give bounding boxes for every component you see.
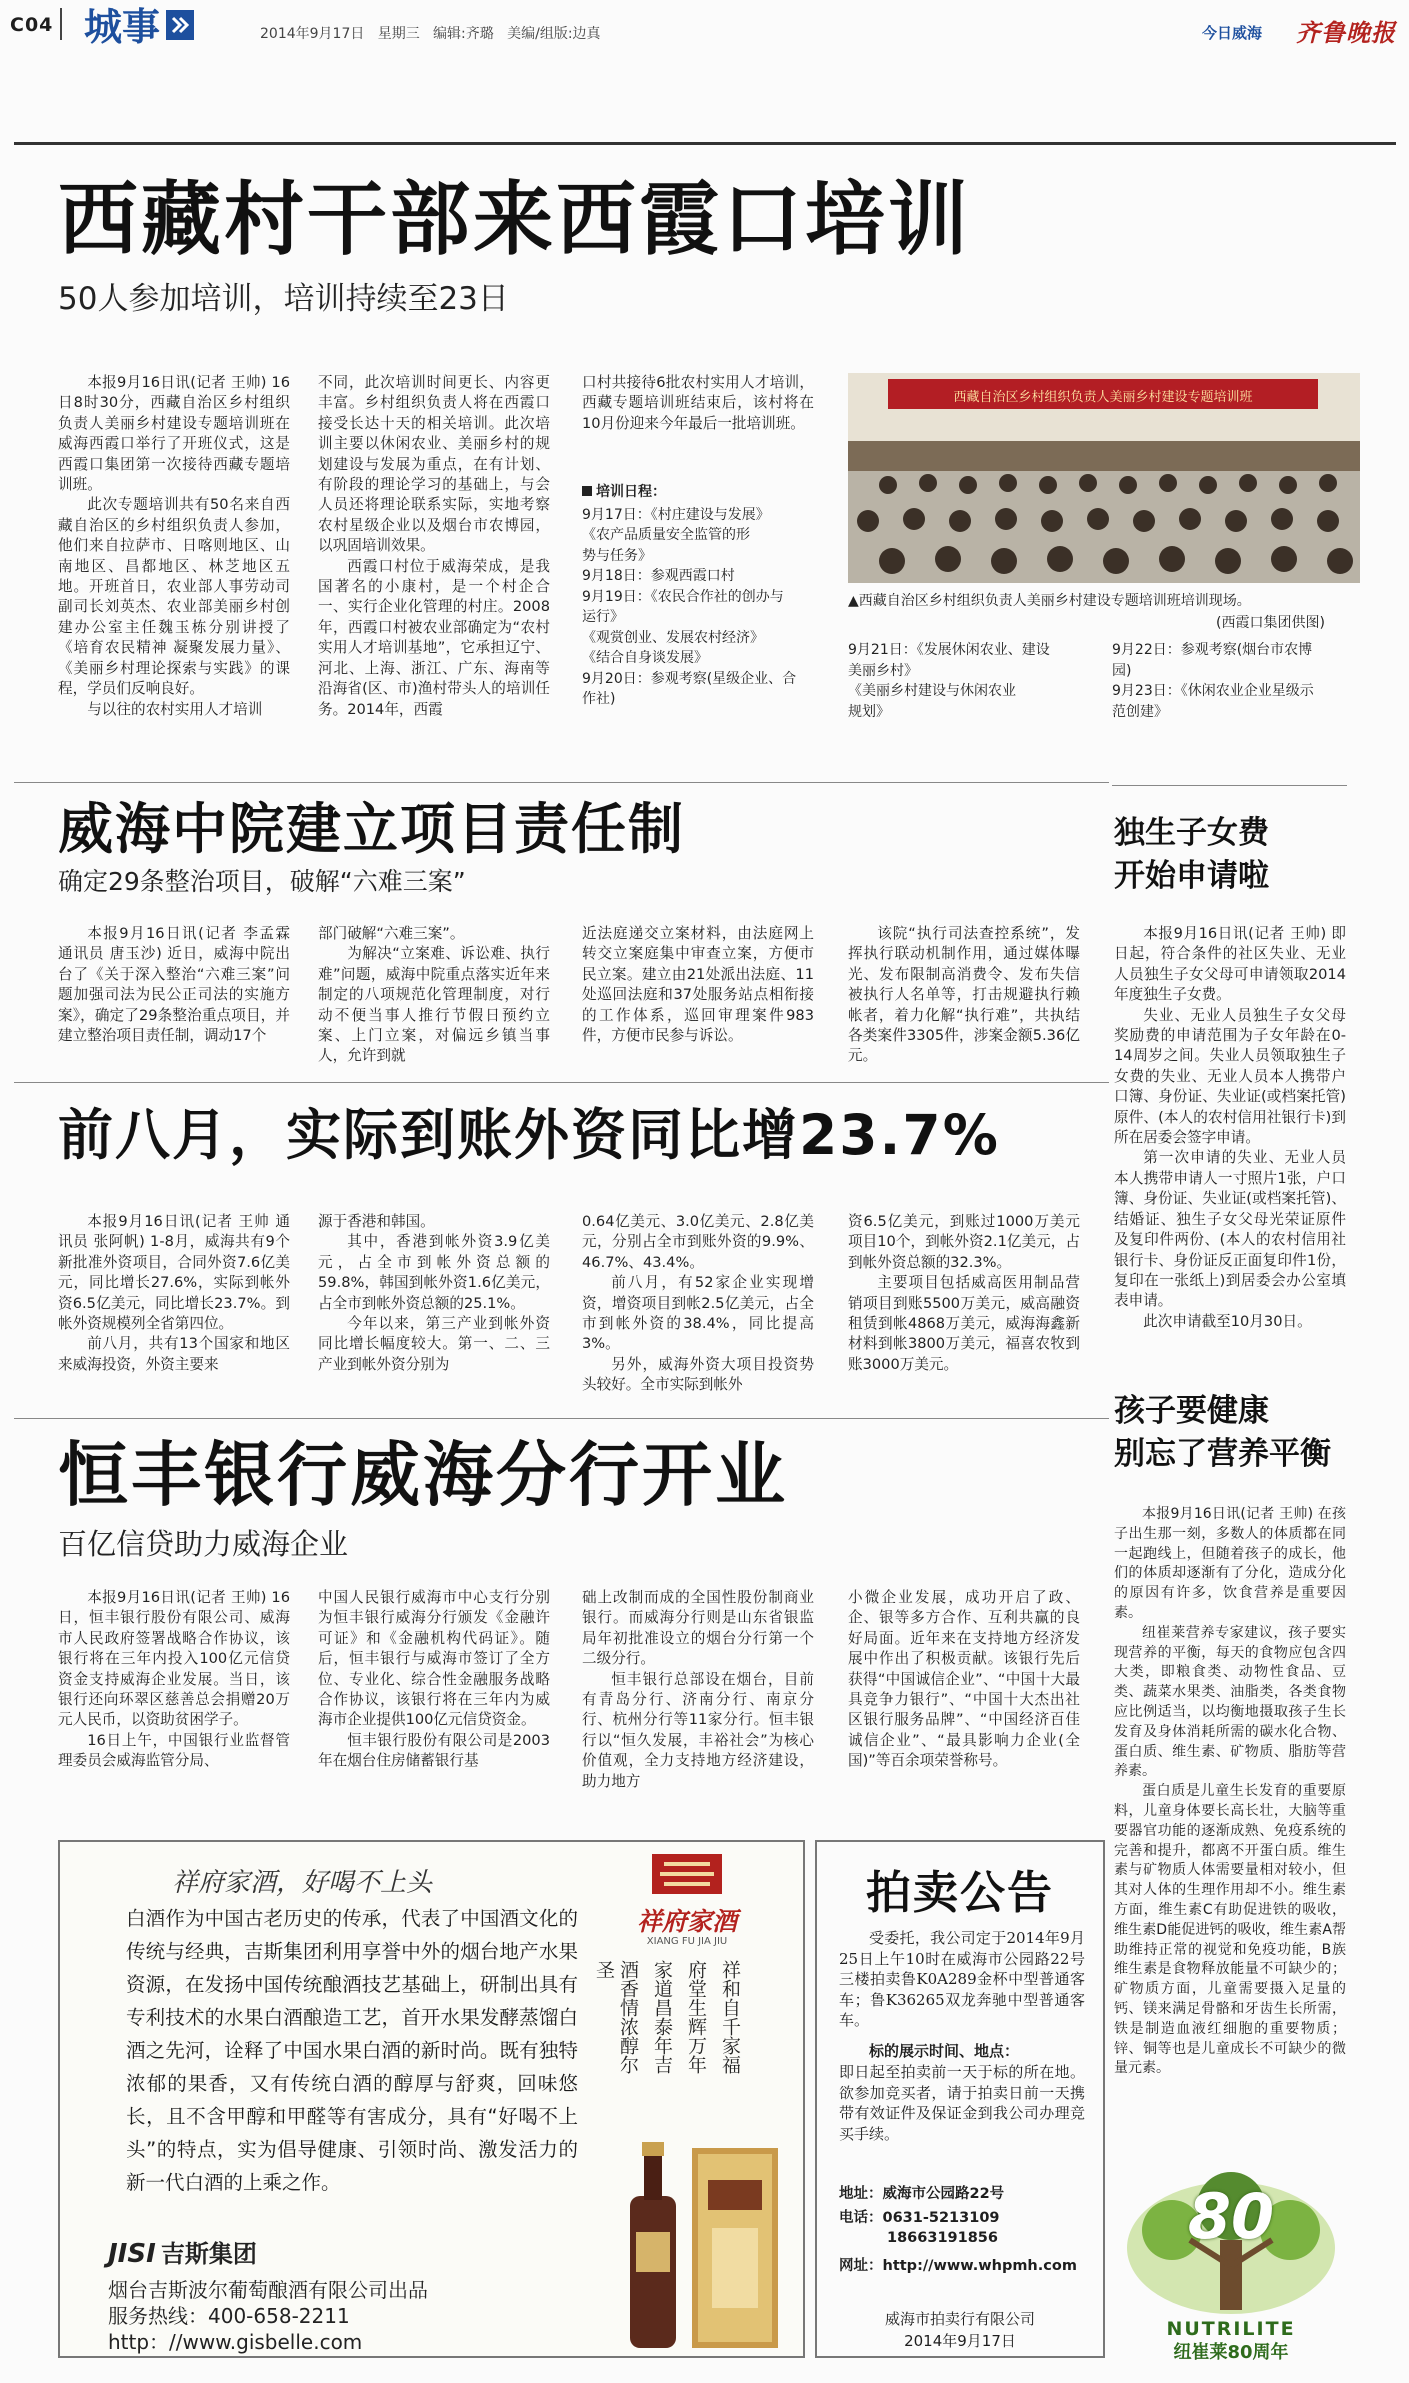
schedule-block: 培训日程： 9月17日：《村庄建设与发展》 《农产品质量安全监管的形 势与任务》 9月18日：参观西霞口村 9月19日：《农民合作社的创办与 运行》 《观赏创业、发展农村经济》 《结合自身谈发展》 9月20日：参观考察(星级企业、合 作社) [582,482,822,710]
brand-pinyin: XIANG FU JIA JIU [646,1936,728,1947]
subheadline: 50人参加培训，培训持续至23日 [58,281,509,317]
auction-body: 受委托，我公司定于2014年9月25日上午10时在威海市公园路22号三楼拍卖鲁K0A289金杯中型普通客车；鲁K36265双龙奔驰中型普通客车。 [839,1929,1085,2029]
side-headline: 独生子女费 开始申请啦 [1114,815,1269,894]
liquor-ad [58,1840,805,2358]
auction-title: 拍卖公告 [865,1866,1054,1919]
article-column: 本报9月16日讯(记者 王帅 通讯员 张阿帆) 1-8月，威海共有9个新批准外资项目，合同外资7.6亿美元，同比增长27.6%，实际到帐外资6.5亿美元，同比增长23.7%。到帐外资规模列全省第四位。 前八月，共有13个国家和地区来威海投资，外资主要来 [58,1213,290,1373]
headline: 恒丰银行威海分行开业 [58,1434,788,1516]
article-column: 资6.5亿美元，到账过1000万美元项目10个，到帐外资2.1亿美元，占到帐外资总额的32.3%。 主要项目包括威高医用制品营销项目到账5500万美元，威高融资租赁到帐4868万美元，威海海鑫新材料到帐3800万美元，福喜农牧到账3000万美元。 [848,1213,1080,1373]
page-number: C04 [10,14,54,36]
subheadline: 确定29条整治项目，破解“六难三案” [58,867,466,896]
schedule-block: 9月21日：《发展休闲农业、建设 美丽乡村》 《美丽乡村建设与休闲农业 规划》 [848,642,1050,720]
auction-notice [815,1840,1105,2358]
headline: 威海中院建立项目责任制 [58,797,686,861]
photo-banner: 西藏自治区乡村组织负责人美丽乡村建设专题培训班 [953,390,1253,405]
ad-website: http：//www.gisbelle.com [108,2330,363,2354]
paper-logo: 齐鲁晚报 [1296,19,1396,47]
nutrilite-brand: NUTRILITE [1166,2318,1296,2340]
article-column: 0.64亿美元、3.0亿美元、2.8亿美元，分别占全市到账外资的9.9%、46.7%、43.4%。 前八月，有52家企业实现增资，增资项目到帐2.5亿美元，占全市到帐外资的38.4%，同比提高3%。 另外，威海外资大项目投资势头较好。全市实际到帐外 [582,1213,814,1394]
article-column: 近法庭递交立案材料，由法庭网上转交立案庭集中审查立案，方便市民立案。建立由21处派出法庭、11处巡回法庭和37处服务站点相衔接的工作体系，巡回审理案件983件，方便市民参与诉讼。 [582,925,814,1045]
side-article: 本报9月16日讯(记者 王帅) 即日起，符合条件的社区失业、无业人员独生子女父母可申请领取2014年度独生子女费。 失业、无业人员独生子女父母奖励费的申请范围为子女年龄在0-14周岁之间。失业人员领取独生子女费的失业、无业人员本人携带户口簿、身份证、失业证(或档案托管)原件、(本人的农村信用社银行卡)到所在居委会签字申请。 第一次申请的失业、无业人员本人携带申请人一寸照片1张，户口簿、身份证、失业证(或档案托管)、结婚证、独生子女父母光荣证原件及复印件两份、(本人的农村信用社银行卡、身份证反正面复印件1份，复印在一张纸上)到居委会办公室填表申请。 此次申请截至10月30日。 [1114,925,1346,1330]
article-column: 口村共接待6批农村实用人才培训，西藏专题培训班结束后，该村将在10月份迎来今年最后一批培训班。 [582,374,814,432]
auction-company: 威海市拍卖行有限公司 [884,2310,1035,2328]
article-column: 础上改制而成的全国性股份制商业银行。而威海分行则是山东省银监局年初批准设立的烟台分行第一个二级分行。 恒丰银行总部设在烟台，目前有青岛分行、济南分行、南京分行、杭州分行等11家分行。恒丰银行以“恒久发展，丰裕社会”为核心价值观，全力支持地方经济建设，助力地方 [582,1589,814,1790]
clock-icon [582,486,592,496]
brand-name: 祥府家酒 [636,1907,737,1936]
auction-notice-label: 标的展示时间、地点： [869,2042,1020,2060]
auction-web: 网址：http://www.whpmh.com [839,2258,1077,2274]
ad-slogan: 祥府家酒，好喝不上头 [172,1868,433,1898]
auction-date: 2014年9月17日 [904,2332,1016,2350]
article-column: 本报9月16日讯(记者 王帅) 16日，恒丰银行股份有限公司、威海市人民政府签署战略合作协议，该银行将在三年内投入100亿元信贷资金支持威海企业发展。当日，该银行还向环翠区慈善总会捐赠20万元人民币，以资助贫困学子。 16日上午，中国银行业监督管理委员会威海监管分局、 [58,1589,290,1770]
schedule-title: 培训日程： [582,482,822,503]
poem: 酒香情浓醇尔圣 家道昌泰年吉 府堂生辉万年 祥和自千家福 [593,1960,741,2074]
side-headline: 孩子要健康 别忘了营养平衡 [1114,1393,1331,1472]
arrow-icon [166,10,194,40]
anniversary-number: 80 [1187,2180,1275,2253]
article-column: 不同，此次培训时间更长、内容更丰富。乡村组织负责人将在西霞口接受长达十天的相关培训。此次培训主要以休闲农业、美丽乡村的规划建设与发展为重点，在有计划、有阶段的理论学习的基础上，与会人员还将理论联系实际，实地考察农村星级企业以及烟台市农博园，以巩固培训效果。 西霞口村位于威海荣成，是我国著名的小康村，是一个村企合一、实行企业化管理的村庄。2008年，西霞口村被农业部确定为“农村实用人才培训基地”，它承担辽宁、河北、上海、浙江、广东、海南等沿海省(区、市)渔村带头人的培训任务。2014年，西霞 [318,374,550,718]
ad-body: 白酒作为中国古老历史的传承，代表了中国酒文化的传统与经典，吉斯集团利用享誉中外的烟台地产水果资源，在发扬中国传统酿酒技艺基础上，研制出具有专利技术的水果白酒酿造工艺，首开水果发酵蒸馏白酒之先河，诠释了中国水果白酒的新时尚。既有独特浓郁的果香，又有传统白酒的醇厚与舒爽，回味悠长，且不含甲醇和甲醛等有害成分，具有“好喝不上头”的特点，实为倡导健康、引领时尚、激发活力的新一代白酒的上乘之作。 [126,1907,578,2194]
auction-tel: 18663191856 [887,2230,998,2246]
auction-tel: 电话：0631-5213109 [839,2210,1000,2226]
auction-notice-text: 即日起至拍卖前一天于标的所在地。欲参加竞买者，请于拍卖日前一天携带有效证件及保证金到我公司办理竞买手续。 [839,2063,1085,2143]
auction-address: 地址：威海市公园路22号 [839,2186,1005,2202]
subheadline: 百亿信贷助力威海企业 [58,1527,349,1561]
brand-tag: 今日威海 [1202,24,1263,42]
ad-company: 烟台吉斯波尔葡萄酿酒有限公司出品 [108,2278,428,2302]
ad-hotline: 服务热线：400-658-2211 [108,2304,350,2328]
bottle-image [608,2112,788,2352]
training-photo [848,373,1360,583]
headline: 前八月，实际到账外资同比增23.7% [58,1103,1000,1167]
nutrilite-ad [1112,2170,1350,2363]
schedule-block: 9月22日：参观考察(烟台市农博 园) 9月23日：《休闲农业企业星级示 范创建》 [1112,642,1314,720]
article-column: 源于香港和韩国。 其中，香港到帐外资3.9亿美元，占全市到帐外资总额的59.8%，韩国到帐外资1.6亿美元，占全市到帐外资总额的25.1%。 今年以来，第三产业到帐外资同比增长幅度较大。第一、二、三产业到帐外资分别为 [318,1213,550,1373]
jisi-logo: JISI 吉斯集团 [108,2239,257,2269]
nutrilite-brand-cn: 纽崔莱80周年 [1173,2342,1289,2363]
section-label: 城事 [84,5,161,49]
article-column: 该院“执行司法查控系统”，发挥执行联动机制作用，通过媒体曝光、发布限制高消费令、发布失信被执行人名单等，打击规避执行赖帐者，着力化解“执行难”，共执结各类案件3305件，涉案金额5.36亿元。 [848,925,1080,1065]
headline: 西藏村干部来西霞口培训 [58,173,971,266]
article-column: 小微企业发展，成功开启了政、企、银等多方合作、互利共赢的良好局面。近年来在支持地方经济发展中作出了积极贡献。该银行先后获得“中国诚信企业”、“中国十大最具竞争力银行”、“中国十大杰出社区银行服务品牌”、“中国经济百佳诚信企业”、“最具影响力企业(全国)”等百余项荣誉称号。 [848,1589,1080,1770]
article-column: 本报9月16日讯(记者 王帅) 16日8时30分，西藏自治区乡村组织负责人美丽乡村建设专题培训班在威海西霞口举行了开班仪式，这是西霞口集团第一次接待西藏专题培训班。 此次专题培训共有50名来自西藏自治区的乡村组织负责人参加，他们来自拉萨市、日喀则地区、山南地区、昌都地区、林芝地区五地。开班首日，农业部人事劳动司副司长刘英杰、农业部美丽乡村创建办公室主任魏玉栋分别讲授了《培育农民精神 凝聚发展力量》、《美丽乡村理论探索与实践》的课程，学员们反响良好。 与以往的农村实用人才培训 [58,374,290,718]
side-article: 本报9月16日讯(记者 王帅) 在孩子出生那一刻，多数人的体质都在同一起跑线上，但随着孩子的成长，他们的体质却逐渐有了分化，造成分化的原因有许多，饮食营养是重要因素。 纽崔莱营养专家建议，孩子要实现营养的平衡，每天的食物应包含四大类，即粮食类、动物性食品、豆类、蔬菜水果类、油脂类，各类食物应比例适当，以均衡地摄取孩子生长发育及身体消耗所需的碳水化合物、蛋白质、维生素、矿物质、脂肪等营养素。 蛋白质是儿童生长发育的重要原料，儿童身体要长高长壮，大脑等重要器官功能的逐渐成熟、免疫系统的完善和提升，都离不开蛋白质。维生素与矿物质人体需要量相对较小，但其对人体的生理作用却不小。维生素方面，维生素C有助促进铁的吸收，维生素D能促进钙的吸收，维生素A帮助维持正常的视觉和免疫功能，B族维生素是食物释放能量不可缺少的；矿物质方面，儿童需要摄入足量的钙、镁来满足骨骼和牙齿生长所需，铁是制造血液红细胞的重要物质；锌、铜等也是儿童成长不可缺少的微量元素。 [1114,1506,1346,2077]
article-column: 本报9月16日讯(记者 李孟霖 通讯员 唐玉沙) 近日，威海中院出台了《关于深入整治“六难三案”问题加强司法为民公正司法的实施方案》，确定了29条整治重点项目，并建立整治项目责任制，调动17个 [58,925,290,1045]
photo-caption: ▲西藏自治区乡村组织负责人美丽乡村建设专题培训班培训现场。 [848,593,1251,609]
photo-credit: (西霞口集团供图) [1216,615,1325,631]
article-column: 中国人民银行威海市中心支行分别为恒丰银行威海分行颁发《金融许可证》和《金融机构代码证》。随后，恒丰银行与威海市签订了全方位、专业化、综合性金融服务战略合作协议，该银行将在三年内为威海市企业提供100亿元信贷资金。 恒丰银行股份有限公司是2003年在烟台住房储蓄银行基 [318,1589,550,1770]
article-column: 部门破解“六难三案”。 为解决“立案难、诉讼难、执行难”问题，威海中院重点落实近年来制定的八项规范化管理制度，对行动不便当事人推行节假日预约立案、上门立案，对偏远乡镇当事人，允许到就 [318,925,550,1065]
date-line: 2014年9月17日 星期三 编辑:齐璐 美编/组版:边真 [260,26,601,42]
